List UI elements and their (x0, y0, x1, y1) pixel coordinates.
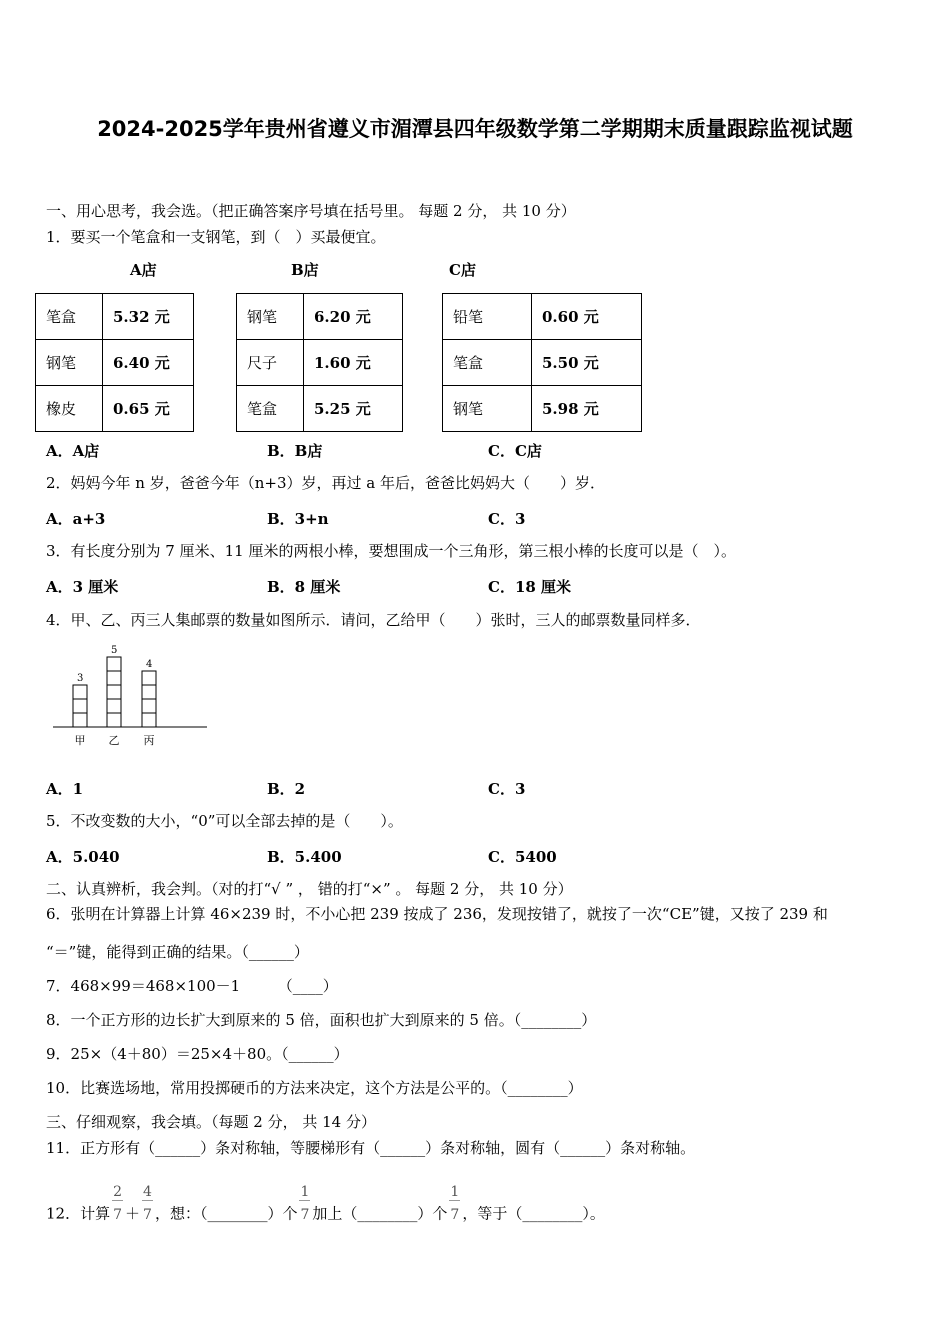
bar-value-label: 3 (77, 673, 84, 684)
q12-text: 加上（________）个 (312, 1204, 448, 1223)
item: 橡皮 (36, 386, 103, 432)
q12-text: 12．计算 (46, 1204, 111, 1223)
q4-option-b: B．2 (267, 780, 306, 798)
question-7: 7．468×99＝468×100－1 （____） (46, 977, 338, 995)
bar-value-label: 5 (111, 645, 118, 656)
stamp-square (73, 685, 87, 699)
q3-option-a: A．3 厘米 (46, 578, 119, 596)
q4-option-c: C．3 (488, 780, 526, 798)
numerator: 2 (113, 1184, 123, 1200)
item: 笔盒 (237, 386, 304, 432)
section-3-heading: 三、仔细观察，我会填。（每题 2 分， 共 14 分） (46, 1113, 376, 1131)
q3-option-b: B．8 厘米 (267, 578, 341, 596)
item: 钢笔 (237, 294, 304, 340)
q12-text: ，等于（________）。 (462, 1204, 605, 1223)
stamp-square (142, 713, 156, 727)
bar-category-label: 乙 (108, 734, 120, 747)
section-1-heading: 一、用心思考，我会选。（把正确答案序号填在括号里。 每题 2 分， 共 10 分） (46, 202, 576, 220)
q2-option-a: A．a+3 (46, 510, 106, 528)
q3-option-c: C．18 厘米 (488, 578, 572, 596)
question-5: 5．不改变数的大小，“0”可以全部去掉的是（ ）。 (46, 812, 403, 830)
stamp-square (73, 713, 87, 727)
item: 钢笔 (443, 386, 532, 432)
numerator: 1 (300, 1184, 310, 1200)
denominator: 7 (113, 1207, 123, 1223)
stamp-square (142, 685, 156, 699)
shop-a-table (35, 293, 194, 432)
stamp-square (107, 685, 121, 699)
stamp-square (107, 657, 121, 671)
q1-option-c: C．C店 (488, 442, 542, 460)
shop-b-table (236, 293, 403, 432)
price: 5.98 元 (532, 386, 642, 432)
q2-option-b: B．3+n (267, 510, 329, 528)
stamp-square (107, 699, 121, 713)
question-9: 9．25×（4＋80）＝25×4＋80。（______） (46, 1045, 349, 1063)
price: 6.40 元 (103, 340, 194, 386)
q12-text: ，想：（________）个 (154, 1204, 298, 1223)
price: 5.50 元 (532, 340, 642, 386)
fraction (449, 1184, 460, 1231)
bar-category-label: 丙 (143, 734, 155, 747)
item: 笔盒 (443, 340, 532, 386)
page-title: 2024-2025学年贵州省遵义市湄潭县四年级数学第二学期期末质量跟踪监视试题 (97, 117, 853, 141)
question-11: 11．正方形有（______）条对称轴，等腰梯形有（______）条对称轴，圆有（______）条对称轴。 (46, 1139, 696, 1157)
bar-value-label: 4 (146, 659, 153, 670)
numerator: 1 (450, 1184, 460, 1200)
q1-option-b: B．B店 (267, 442, 323, 460)
shop-b-label: B店 (291, 261, 319, 279)
question-4: 4．甲、乙、丙三人集邮票的数量如图所示．请问，乙给甲（ ）张时，三人的邮票数量同样多． (46, 611, 701, 629)
stamp-square (142, 699, 156, 713)
shop-c-table (442, 293, 642, 432)
price: 0.60 元 (532, 294, 642, 340)
fraction (142, 1184, 153, 1231)
item: 尺子 (237, 340, 304, 386)
price: 1.60 元 (304, 340, 403, 386)
price: 5.32 元 (103, 294, 194, 340)
stamp-square (107, 713, 121, 727)
question-2: 2．妈妈今年 n 岁，爸爸今年（n+3）岁，再过 a 年后，爸爸比妈妈大（ ）岁． (46, 474, 605, 492)
stamp-square (73, 699, 87, 713)
stamp-square (142, 671, 156, 685)
question-1: 1．要买一个笔盒和一支钢笔，到（ ）买最便宜。 (46, 228, 386, 246)
q5-option-b: B．5.400 (267, 848, 342, 866)
question-10: 10．比赛选场地，常用投掷硬币的方法来决定，这个方法是公平的。（________） (46, 1079, 583, 1097)
price: 6.20 元 (304, 294, 403, 340)
stamp-square (107, 671, 121, 685)
question-8: 8．一个正方形的边长扩大到原来的 5 倍，面积也扩大到原来的 5 倍。（________） (46, 1011, 597, 1029)
item: 铅笔 (443, 294, 532, 340)
q1-option-a: A．A店 (46, 442, 100, 460)
item: 笔盒 (36, 294, 103, 340)
shop-a-label: A店 (130, 261, 157, 279)
section-2-heading: 二、认真辨析，我会判。（对的打“√ ” ， 错的打“×” 。 每题 2 分， 共 10 分） (46, 880, 573, 898)
question-3: 3．有长度分别为 7 厘米、11 厘米的两根小棒，要想围成一个三角形，第三根小棒的长度可以是（ ）。 (46, 542, 736, 560)
price: 5.25 元 (304, 386, 403, 432)
q4-option-a: A．1 (46, 780, 84, 798)
question-12 (46, 1184, 605, 1231)
price: 0.65 元 (103, 386, 194, 432)
question-6-cont: “＝”键，能得到正确的结果。（______） (46, 943, 309, 961)
fraction (299, 1184, 310, 1231)
denominator: 7 (300, 1207, 310, 1223)
q5-option-c: C．5400 (488, 848, 557, 866)
plus: ＋ (125, 1204, 141, 1223)
numerator: 4 (143, 1184, 152, 1200)
q2-option-c: C．3 (488, 510, 526, 528)
stamp-chart (40, 630, 220, 755)
shop-c-label: C店 (449, 261, 476, 279)
denominator: 7 (143, 1207, 152, 1223)
q5-option-a: A．5.040 (46, 848, 120, 866)
question-6: 6．张明在计算器上计算 46×239 时，不小心把 239 按成了 236，发现按错了，就按了一次“CE”键，又按了 239 和 (46, 905, 828, 923)
fraction (112, 1184, 123, 1231)
item: 钢笔 (36, 340, 103, 386)
bar-category-label: 甲 (74, 734, 86, 747)
denominator: 7 (450, 1207, 460, 1223)
